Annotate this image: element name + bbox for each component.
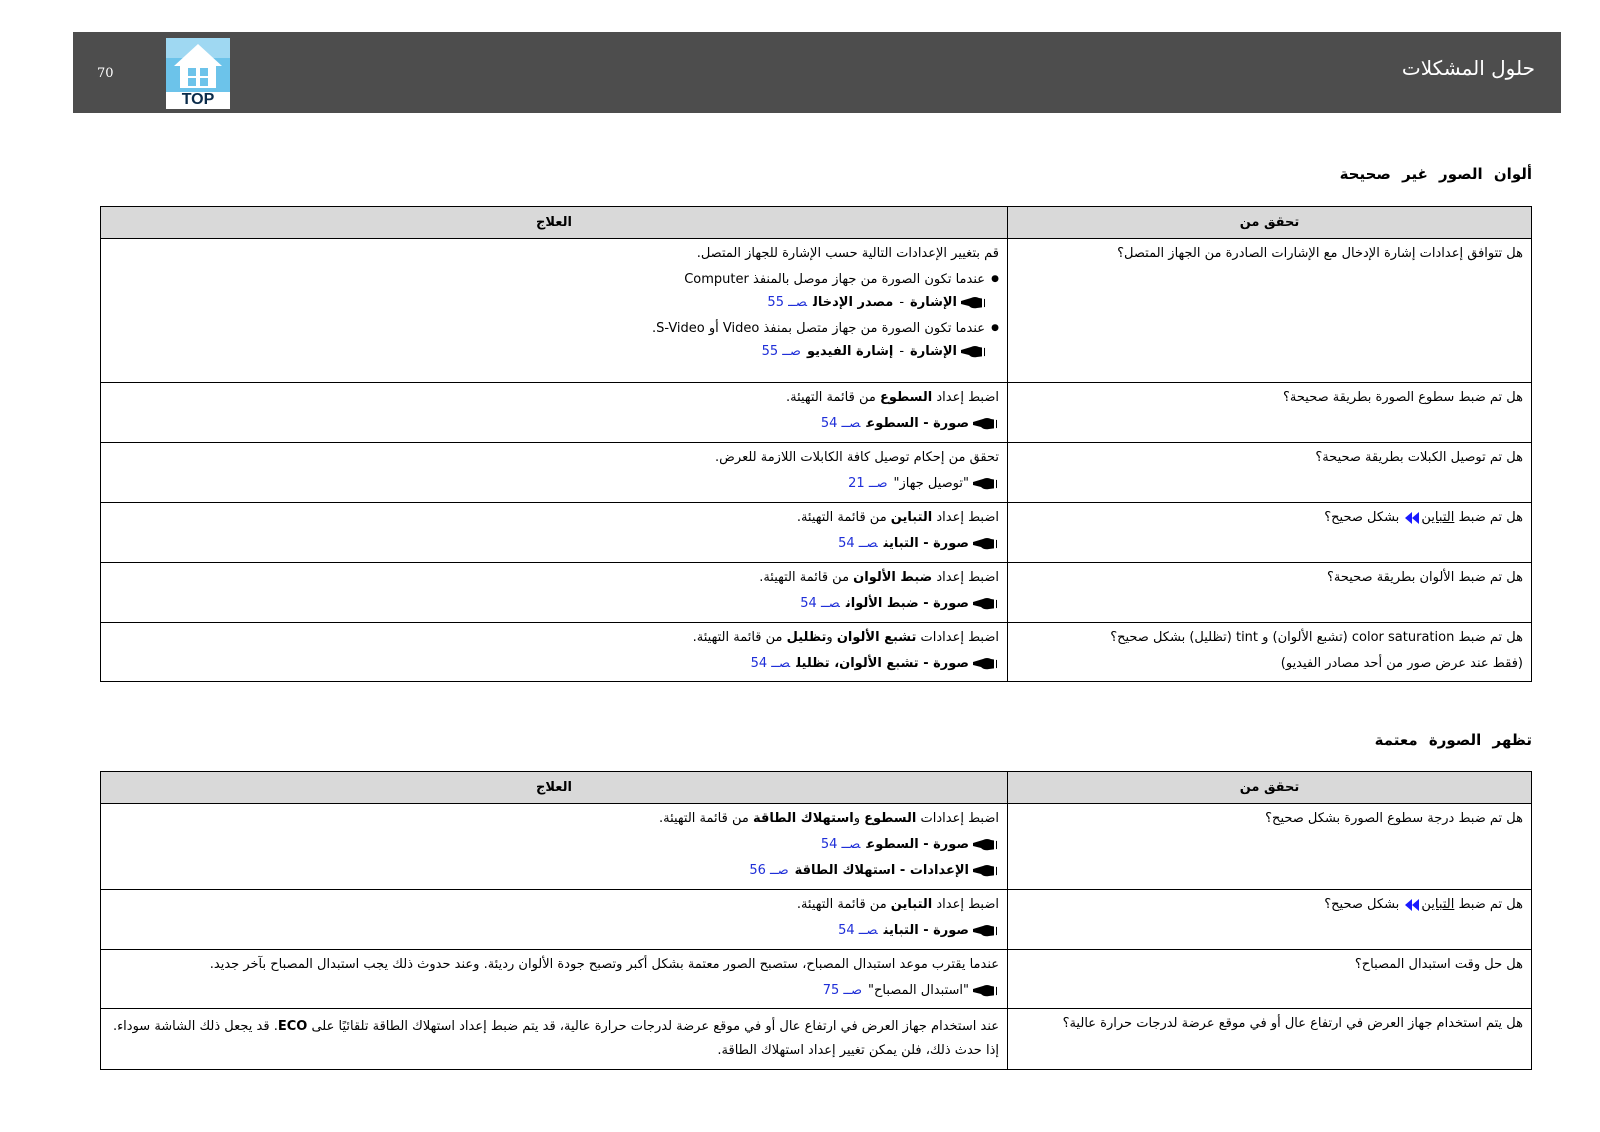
pointing-hand-icon <box>973 864 997 877</box>
reference-item: صورة - التباين <box>883 536 969 551</box>
reference-link[interactable] <box>109 294 999 311</box>
remedy-cell <box>101 563 1008 623</box>
reference-link[interactable] <box>109 535 999 552</box>
remedy-text: اضبط إعدادات تشبع الألوان وتظليل من قائمة التهيئة. <box>692 630 999 645</box>
reference-item: صورة - السطوع <box>866 837 969 852</box>
check-cell <box>1008 950 1532 1009</box>
reference-link[interactable] <box>109 982 999 999</box>
page-link[interactable]: صــ 54 <box>820 416 861 431</box>
reference-separator: - <box>899 344 905 359</box>
check-text: هل حل وقت استبدال المصباح؟ <box>1354 957 1523 972</box>
remedy-cell <box>101 503 1008 563</box>
page-link[interactable]: صــ 55 <box>767 295 807 310</box>
reference-item: "توصيل جهاز" <box>893 476 969 491</box>
check-text: هل تم ضبط color saturation (تشبع الألوان) و tint (تظليل) بشكل صحيح؟ <box>1110 630 1523 645</box>
page-link[interactable]: صــ 55 <box>761 344 801 359</box>
check-text: هل تتوافق إعدادات إشارة الإدخال مع الإشارات الصادرة من الجهاز المتصل؟ <box>1117 246 1523 261</box>
check-text: هل تم ضبط الألوان بطريقة صحيحة؟ <box>1326 570 1523 585</box>
remedy-cell <box>101 623 1008 682</box>
pointing-hand-icon <box>973 597 997 610</box>
reference-link[interactable] <box>109 922 999 939</box>
check-text: هل تم ضبط درجة سطوع الصورة بشكل صحيح؟ <box>1265 811 1523 826</box>
reference-link[interactable] <box>109 595 999 612</box>
reference-menu: الإشارة <box>910 295 957 310</box>
page-link[interactable]: صــ 54 <box>750 656 791 671</box>
remedy-text: عندما يقترب موعد استبدال المصباح، ستصبح الصور معتمة بشكل أكبر وتصبح جودة الألوان رديئة. وعند حدوث ذلك يجب استبدال المصباح بآخر جديد. <box>209 957 999 972</box>
check-cell <box>1008 563 1532 623</box>
section-title-colors: ألوان الصور غير صحيحة <box>1339 165 1532 183</box>
top-button[interactable] <box>166 38 230 109</box>
double-arrow-icon[interactable] <box>1405 898 1419 912</box>
remedy-text: اضبط إعدادات السطوع واستهلاك الطاقة من قائمة التهيئة. <box>658 811 999 826</box>
double-arrow-icon[interactable] <box>1405 511 1419 525</box>
reference-item: صورة - ضبط الألوان <box>845 596 969 611</box>
remedy-cell <box>101 890 1008 950</box>
check-text: هل يتم استخدام جهاز العرض في ارتفاع عال أو في موقع عرضة لدرجات حرارة عالية؟ <box>1062 1016 1523 1031</box>
pointing-hand-icon <box>961 296 985 309</box>
table-row <box>101 503 1532 563</box>
reference-link[interactable] <box>109 862 999 879</box>
reference-item: إشارة الفيديو <box>806 344 894 359</box>
remedy-text: اضبط إعداد السطوع من قائمة التهيئة. <box>785 390 999 405</box>
remedy-text: عند استخدام جهاز العرض في ارتفاع عال أو في موقع عرضة لدرجات حرارة عالية، قد يتم ضبط إعداد استهلاك الطاقة تلقائيًا على ECO. قد يجعل ذلك الشاشة سوداء. إذا حدث ذلك، فلن يمكن تغيير إعداد استهلاك الطاقة. <box>112 1019 999 1058</box>
pointing-hand-icon <box>973 984 997 997</box>
page-title: حلول المشكلات <box>1401 56 1535 80</box>
check-cell <box>1008 443 1532 503</box>
page-link[interactable]: صــ 54 <box>838 923 878 938</box>
pointing-hand-icon <box>973 477 997 490</box>
check-text: هل تم ضبط التباين بشكل صحيح؟ <box>1324 897 1523 912</box>
page-link[interactable]: صــ 54 <box>838 536 878 551</box>
pointing-hand-icon <box>961 345 985 358</box>
reference-link[interactable] <box>109 655 999 672</box>
remedy-cell <box>101 443 1008 503</box>
check-cell <box>1008 890 1532 950</box>
remedy-text: تحقق من إحكام توصيل كافة الكابلات اللازمة للعرض. <box>715 450 999 465</box>
table-row <box>101 890 1532 950</box>
page-header <box>73 32 1561 113</box>
troubleshoot-table-colors <box>100 206 1532 682</box>
check-note: (فقط عند عرض صور من أحد مصادر الفيديو) <box>1280 656 1523 671</box>
page-link[interactable]: صــ 21 <box>848 476 888 491</box>
top-label[interactable]: TOP <box>181 91 215 108</box>
pointing-hand-icon <box>973 657 997 670</box>
troubleshoot-table-dark <box>100 771 1532 1070</box>
bullet-item: ● عندما تكون الصورة من جهاز متصل بمنفذ Video أو S-Video. <box>109 320 999 337</box>
check-text: هل تم ضبط سطوع الصورة بطريقة صحيحة؟ <box>1283 390 1523 405</box>
table-row <box>101 950 1532 1009</box>
pointing-hand-icon <box>973 537 997 550</box>
remedy-cell <box>101 950 1008 1009</box>
column-header-remedy: العلاج <box>101 207 1008 239</box>
remedy-cell <box>101 804 1008 890</box>
check-text: هل تم توصيل الكبلات بطريقة صحيحة؟ <box>1315 450 1523 465</box>
bullet-item: ● عندما تكون الصورة من جهاز موصل بالمنفذ Computer <box>109 271 999 288</box>
table-row <box>101 563 1532 623</box>
reference-item: "استبدال المصباح" <box>868 983 969 998</box>
check-cell <box>1008 623 1532 682</box>
column-header-check: تحقق من <box>1008 207 1532 239</box>
table-row <box>101 383 1532 443</box>
reference-item: الإعدادات - استهلاك الطاقة <box>794 863 969 878</box>
reference-separator: - <box>899 295 905 310</box>
glossary-link[interactable]: التباين <box>1421 510 1455 525</box>
table-header-row <box>101 772 1532 804</box>
reference-item: صورة - السطوع <box>866 416 969 431</box>
reference-menu: الإشارة <box>910 344 957 359</box>
check-cell <box>1008 383 1532 443</box>
pointing-hand-icon <box>973 924 997 937</box>
page-link[interactable]: صــ 54 <box>820 837 861 852</box>
remedy-cell <box>101 383 1008 443</box>
reference-item: صورة - التباين <box>883 923 969 938</box>
reference-link[interactable] <box>109 415 999 432</box>
page-link[interactable]: صــ 54 <box>800 596 840 611</box>
glossary-link[interactable]: التباين <box>1421 897 1455 912</box>
page-link[interactable]: صــ 75 <box>822 983 863 998</box>
table-row <box>101 443 1532 503</box>
reference-link[interactable] <box>109 343 999 360</box>
check-cell <box>1008 1009 1532 1070</box>
check-cell <box>1008 804 1532 890</box>
remedy-text: قم بتغيير الإعدادات التالية حسب الإشارة للجهاز المتصل. <box>696 246 999 261</box>
reference-item: مصدر الإدخال <box>813 295 894 310</box>
table-row <box>101 804 1532 890</box>
pointing-hand-icon <box>973 838 997 851</box>
reference-item: صورة - تشبع الألوان، تظليل <box>796 656 969 671</box>
check-cell <box>1008 239 1532 383</box>
table-header-row <box>101 207 1532 239</box>
table-row <box>101 1009 1532 1070</box>
pointing-hand-icon <box>973 417 997 430</box>
reference-link[interactable] <box>109 475 999 492</box>
column-header-remedy: العلاج <box>101 772 1008 804</box>
table-row <box>101 239 1532 383</box>
section-title-dark-image: تظهر الصورة معتمة <box>1374 731 1532 749</box>
page-link[interactable]: صــ 56 <box>749 863 789 878</box>
check-cell <box>1008 503 1532 563</box>
remedy-text: اضبط إعداد ضبط الألوان من قائمة التهيئة. <box>759 570 999 585</box>
remedy-text: اضبط إعداد التباين من قائمة التهيئة. <box>796 510 999 525</box>
column-header-check: تحقق من <box>1008 772 1532 804</box>
reference-link[interactable] <box>109 836 999 853</box>
table-row <box>101 623 1532 682</box>
remedy-cell <box>101 239 1008 383</box>
page-number: 70 <box>97 66 114 81</box>
check-text: هل تم ضبط التباين بشكل صحيح؟ <box>1324 510 1523 525</box>
remedy-cell <box>101 1009 1008 1070</box>
house-icon <box>166 38 230 92</box>
remedy-text: اضبط إعداد التباين من قائمة التهيئة. <box>796 897 999 912</box>
